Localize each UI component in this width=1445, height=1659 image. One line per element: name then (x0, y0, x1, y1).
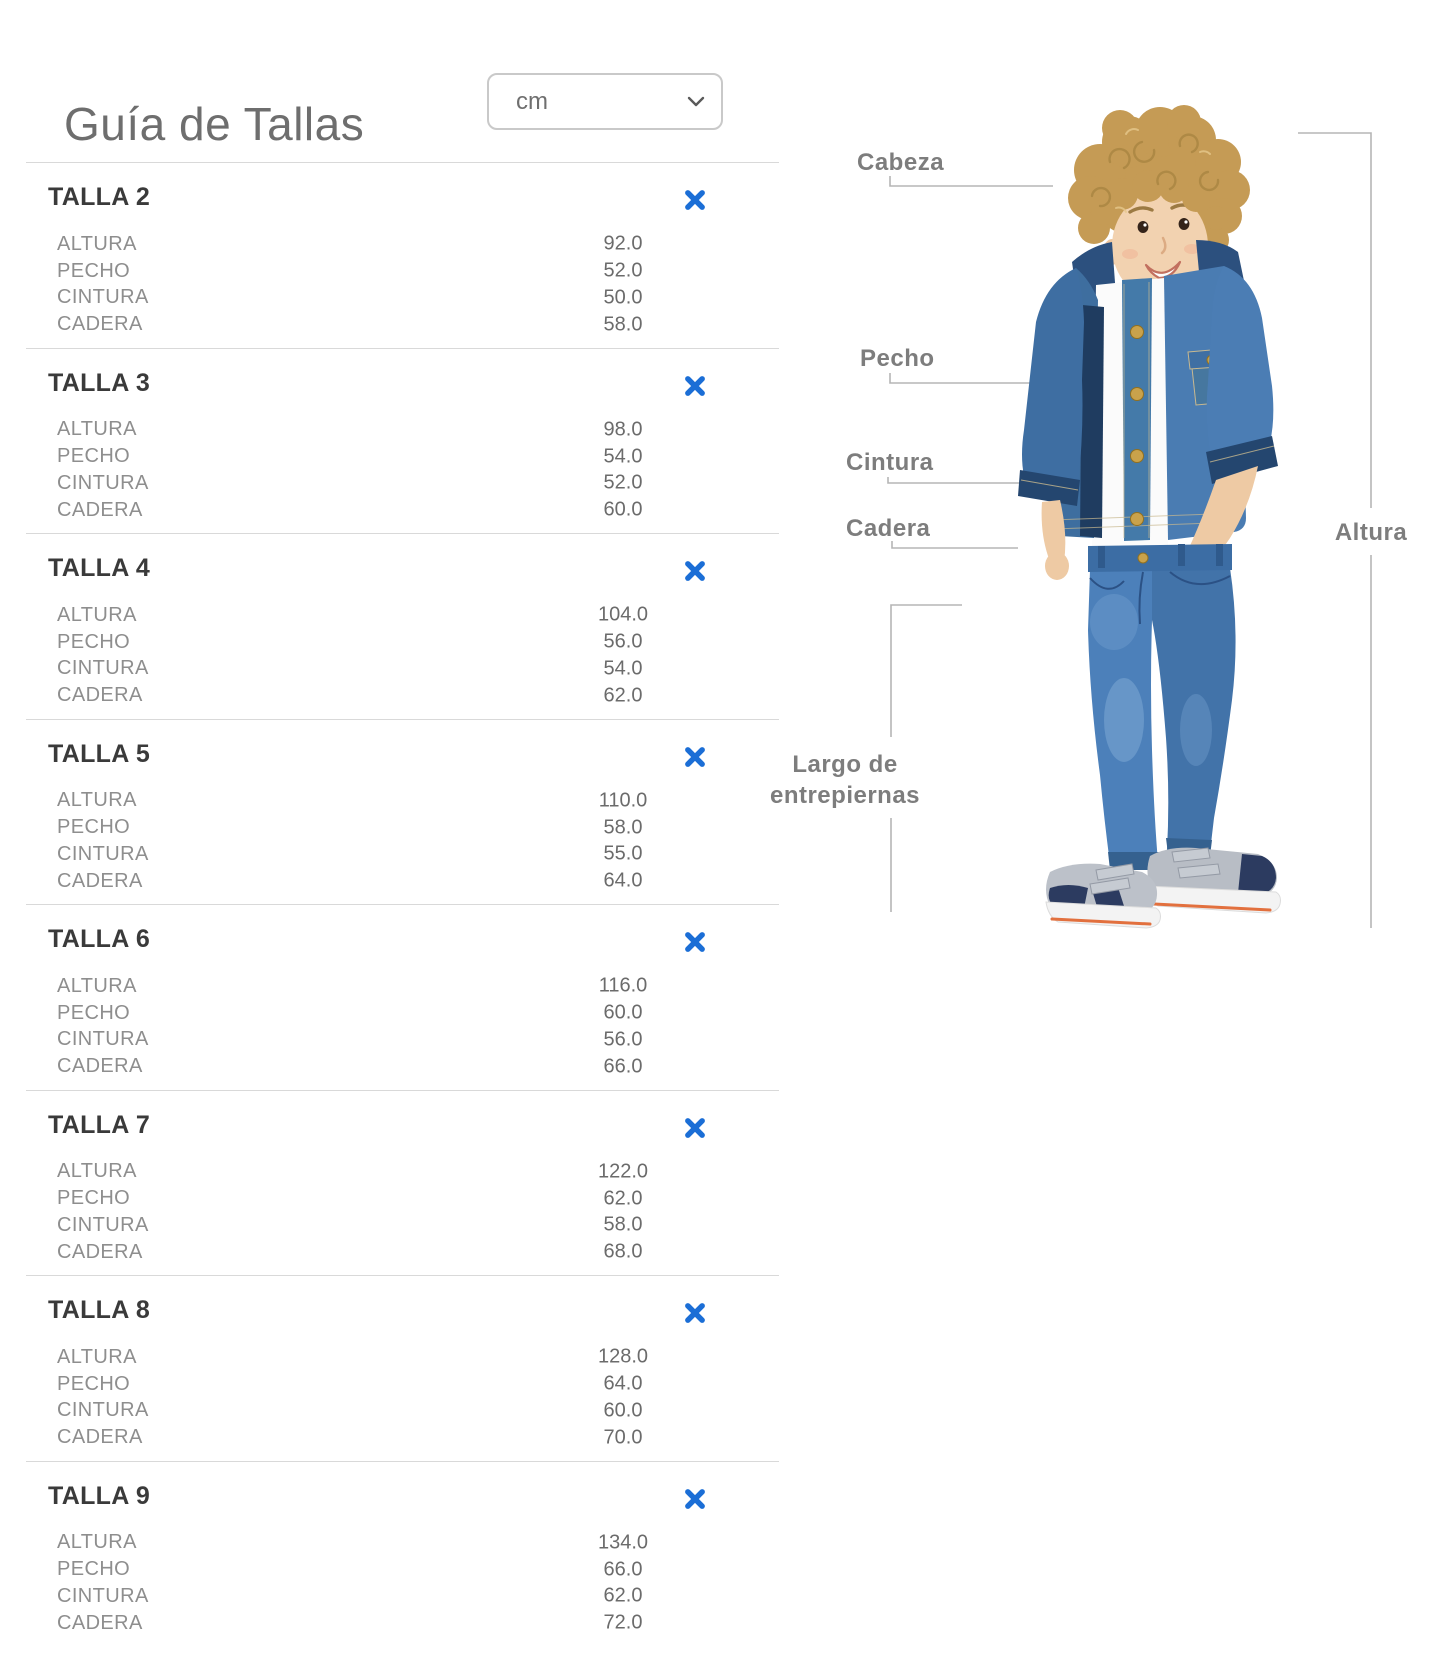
measure-label: ALTURA (57, 789, 137, 812)
measure-rows (26, 788, 779, 895)
measure-value: 58.0 (603, 1213, 643, 1236)
remove-size-button[interactable] (683, 1302, 707, 1326)
measure-label: CADERA (57, 1055, 143, 1078)
size-section (26, 533, 779, 719)
figure-label-cadera: Cadera (846, 515, 931, 542)
measure-value: 110.0 (598, 789, 648, 812)
measure-label: ALTURA (57, 232, 137, 255)
measure-label: CADERA (57, 1240, 143, 1263)
measure-value: 56.0 (603, 1028, 643, 1051)
child-shoe-back (1146, 848, 1281, 913)
measure-label: PECHO (57, 1001, 131, 1024)
size-title: TALLA 7 (48, 1110, 151, 1139)
measure-value: 60.0 (603, 1399, 643, 1422)
figure-label-altura: Altura (1334, 519, 1408, 546)
measure-row (26, 285, 779, 312)
measure-row (26, 973, 779, 1000)
measure-row (26, 1185, 779, 1212)
size-title: TALLA 5 (48, 739, 151, 768)
size-list (26, 162, 779, 1646)
size-section (26, 162, 779, 348)
measure-label: PECHO (57, 1187, 131, 1210)
measure-label: PECHO (57, 1372, 131, 1395)
figure-label-largo-2: entrepiernas (769, 782, 921, 809)
measure-line-cadera (892, 541, 1018, 548)
size-figure (760, 100, 1445, 960)
size-section (26, 1275, 779, 1461)
measure-row (26, 788, 779, 815)
measure-row (26, 1398, 779, 1425)
remove-size-button[interactable] (683, 1488, 707, 1512)
child-shoe-front (1046, 864, 1161, 928)
size-section (26, 904, 779, 1090)
measure-label: CINTURA (57, 1399, 149, 1422)
measure-value: 64.0 (603, 869, 643, 892)
remove-size-button[interactable] (683, 746, 707, 770)
measure-value: 116.0 (598, 974, 648, 997)
measure-value: 58.0 (603, 816, 643, 839)
measure-value: 62.0 (603, 684, 643, 707)
measure-value: 128.0 (597, 1345, 649, 1368)
measure-rows (26, 231, 779, 338)
figure-label-pecho: Pecho (860, 345, 935, 372)
size-title: TALLA 9 (48, 1481, 151, 1510)
size-title: TALLA 8 (48, 1296, 151, 1324)
measure-label: ALTURA (57, 1531, 137, 1554)
measure-label: ALTURA (57, 1160, 137, 1183)
measure-value: 64.0 (603, 1372, 643, 1395)
measure-row (26, 231, 779, 258)
measure-row (26, 1239, 779, 1266)
measure-row (26, 1027, 779, 1054)
measure-row (26, 1371, 779, 1398)
measure-label: CINTURA (57, 1028, 149, 1051)
close-icon (684, 1117, 706, 1139)
measure-rows (26, 602, 779, 709)
close-icon (684, 189, 706, 211)
measure-label: CINTURA (57, 657, 149, 680)
measure-rows (26, 1344, 779, 1451)
measure-value: 122.0 (597, 1160, 649, 1183)
measure-label: CADERA (57, 498, 143, 521)
measure-value: 68.0 (603, 1240, 643, 1263)
size-title: TALLA 3 (48, 368, 151, 397)
measure-rows (26, 1159, 779, 1266)
measure-label: ALTURA (57, 974, 137, 997)
close-icon (684, 1302, 706, 1324)
measure-row (26, 417, 779, 444)
measure-label: PECHO (57, 630, 131, 653)
measure-label: CADERA (57, 313, 143, 336)
measure-value: 92.0 (603, 232, 643, 255)
unit-select-value: cm (516, 87, 548, 115)
close-icon (684, 746, 706, 768)
measure-row (26, 1556, 779, 1583)
child-photo (1018, 105, 1281, 928)
remove-size-button[interactable] (683, 375, 707, 399)
measure-label: ALTURA (57, 1345, 137, 1368)
size-section (26, 719, 779, 905)
measure-label: PECHO (57, 816, 131, 839)
measure-value: 55.0 (603, 842, 643, 865)
measure-value: 66.0 (603, 1558, 643, 1581)
measure-row (26, 258, 779, 285)
measure-label: CINTURA (57, 471, 149, 494)
measure-rows (26, 417, 779, 524)
close-icon (684, 560, 706, 582)
measure-value: 62.0 (603, 1187, 643, 1210)
measure-row (26, 602, 779, 629)
size-section (26, 348, 779, 534)
measure-line-cintura (888, 477, 1042, 483)
remove-size-button[interactable] (683, 189, 707, 213)
measure-row (26, 470, 779, 497)
measure-row (26, 629, 779, 656)
measure-row (26, 682, 779, 709)
measure-value: 54.0 (603, 445, 643, 468)
measure-line-largo-top (891, 605, 962, 737)
size-title: TALLA 4 (48, 554, 151, 582)
measure-value: 66.0 (603, 1055, 643, 1078)
measure-row (26, 311, 779, 338)
measure-label: CINTURA (57, 1584, 149, 1607)
measure-value: 52.0 (603, 471, 643, 494)
measure-value: 72.0 (603, 1611, 643, 1634)
measure-row (26, 497, 779, 524)
remove-size-button[interactable] (683, 560, 707, 584)
measure-value: 56.0 (603, 630, 643, 653)
measure-label: CINTURA (57, 842, 149, 865)
remove-size-button[interactable] (683, 1117, 707, 1141)
measure-value: 54.0 (603, 657, 643, 680)
measure-line-altura-top (1298, 133, 1371, 508)
figure-label-cabeza: Cabeza (857, 149, 945, 176)
measure-row (26, 1344, 779, 1371)
measure-label: CADERA (57, 869, 143, 892)
figure-label-largo-1: Largo de (792, 751, 898, 778)
measure-row (26, 841, 779, 868)
size-section (26, 1461, 779, 1647)
measure-value: 60.0 (603, 498, 643, 521)
size-section (26, 1090, 779, 1276)
size-title: TALLA 6 (48, 925, 151, 953)
measure-row (26, 1530, 779, 1557)
measure-row (26, 656, 779, 683)
chevron-down-icon (687, 96, 705, 107)
remove-size-button[interactable] (683, 931, 707, 955)
measure-label: CINTURA (57, 286, 149, 309)
child-jeans (1088, 544, 1236, 870)
size-title: TALLA 2 (48, 183, 151, 211)
measure-value: 52.0 (603, 259, 643, 282)
measure-value: 62.0 (603, 1584, 643, 1607)
measure-row (26, 1212, 779, 1239)
measure-value: 70.0 (603, 1426, 643, 1449)
measure-line-cabeza (890, 176, 1053, 186)
measure-value: 60.0 (603, 1001, 643, 1024)
measure-label: CINTURA (57, 1213, 149, 1236)
measure-value: 104.0 (597, 603, 649, 626)
measure-label: CADERA (57, 684, 143, 707)
measure-label: PECHO (57, 445, 131, 468)
measure-value: 134.0 (597, 1531, 649, 1554)
measure-value: 98.0 (603, 418, 643, 441)
measure-rows (26, 1530, 779, 1637)
measure-row (26, 814, 779, 841)
measure-rows (26, 973, 779, 1080)
measure-row (26, 868, 779, 895)
measure-label: ALTURA (57, 603, 137, 626)
measure-label: ALTURA (57, 418, 137, 441)
page-title: Guía de Tallas (64, 97, 365, 150)
close-icon (684, 931, 706, 953)
measure-value: 58.0 (603, 313, 643, 336)
measure-row (26, 1583, 779, 1610)
measure-label: CADERA (57, 1611, 143, 1634)
measure-row (26, 443, 779, 470)
measure-row (26, 1053, 779, 1080)
measure-row (26, 1610, 779, 1637)
measure-label: PECHO (57, 259, 131, 282)
measure-row (26, 1159, 779, 1186)
figure-label-cintura: Cintura (846, 449, 934, 476)
unit-select[interactable] (487, 73, 723, 130)
close-icon (684, 375, 706, 397)
measure-row (26, 1424, 779, 1451)
measure-value: 50.0 (603, 286, 643, 309)
measure-label: PECHO (57, 1558, 131, 1581)
close-icon (684, 1488, 706, 1510)
measure-label: CADERA (57, 1426, 143, 1449)
measure-row (26, 1000, 779, 1027)
